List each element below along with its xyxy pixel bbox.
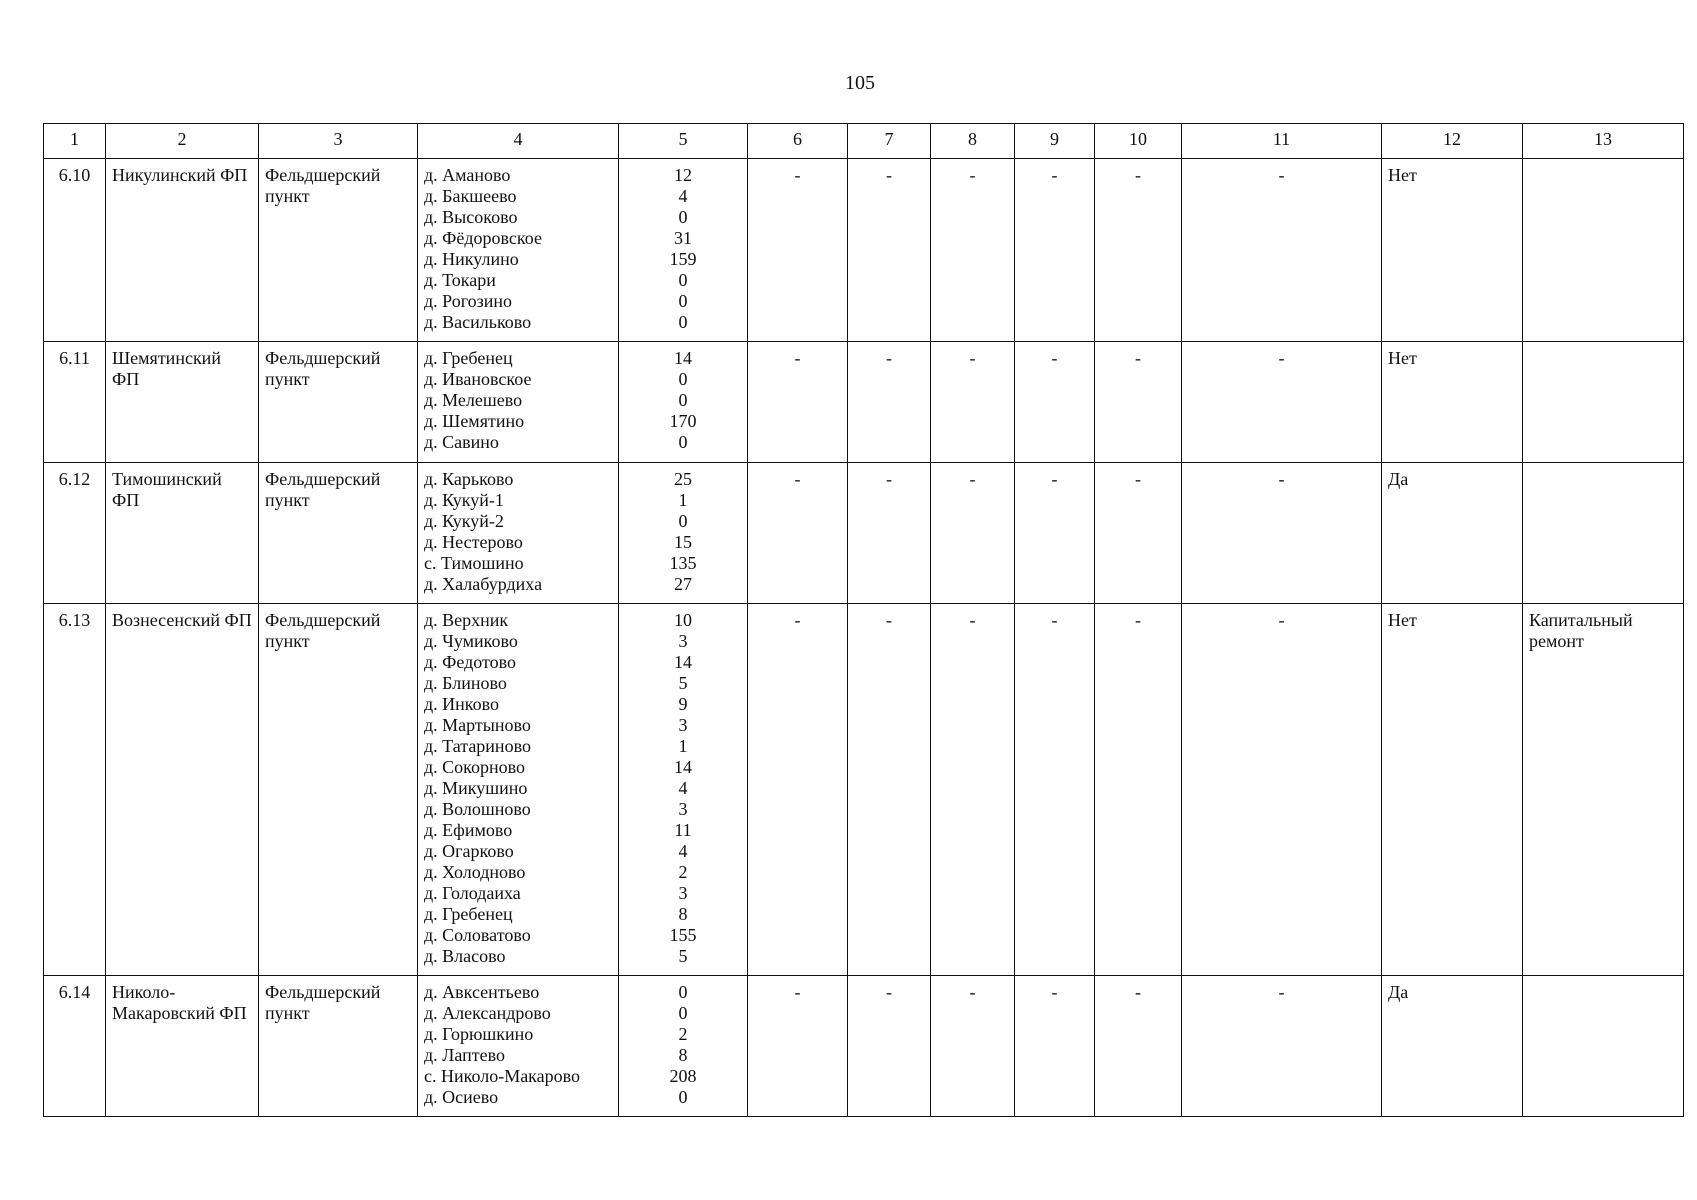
population-value: 4 (678, 841, 688, 861)
dash-cell: - (931, 159, 1015, 342)
population-value: 155 (669, 925, 697, 945)
population-cell (619, 976, 748, 1117)
village-name: д. Фёдоровское (424, 228, 542, 248)
villages-cell (418, 463, 619, 604)
note-cell (1523, 463, 1684, 604)
village-name: д. Шемятино (424, 411, 525, 431)
population-value: 3 (678, 799, 688, 819)
availability-cell: Нет (1382, 604, 1523, 976)
column-number-row (44, 124, 1684, 159)
point-type-cell: Фельдшерский пункт (259, 604, 418, 976)
villages-cell (418, 159, 619, 342)
population-value: 135 (669, 553, 697, 573)
population-value: 9 (678, 694, 688, 714)
availability-cell: Да (1382, 976, 1523, 1117)
dash-cell: - (1095, 463, 1182, 604)
dash-cell: - (931, 604, 1015, 976)
village-name: д. Ефимово (424, 820, 513, 840)
population-value: 15 (674, 532, 692, 552)
population-value: 11 (674, 820, 692, 840)
dash-cell: - (1015, 159, 1095, 342)
point-name-cell: Шемятинский ФП (106, 342, 259, 463)
population-value: 2 (678, 1024, 688, 1044)
column-header: 10 (1095, 124, 1182, 159)
point-type-cell: Фельдшерский пункт (259, 976, 418, 1117)
population-value: 208 (669, 1066, 697, 1086)
point-type-cell: Фельдшерский пункт (259, 342, 418, 463)
village-name: д. Чумиково (424, 631, 518, 651)
column-header: 1 (44, 124, 106, 159)
population-value: 8 (678, 904, 688, 924)
availability-cell: Нет (1382, 342, 1523, 463)
population-value: 31 (674, 228, 692, 248)
column-header: 9 (1015, 124, 1095, 159)
village-name: д. Нестерово (424, 532, 523, 552)
villages-cell (418, 604, 619, 976)
village-name: д. Верхник (424, 610, 509, 630)
medical-points-table (43, 123, 1684, 1117)
row-number-cell: 6.11 (44, 342, 106, 463)
dash-cell: - (848, 463, 931, 604)
dash-cell: - (1182, 604, 1382, 976)
dash-cell: - (931, 463, 1015, 604)
population-value: 0 (678, 270, 688, 290)
village-name: д. Федотово (424, 652, 517, 672)
column-header: 2 (106, 124, 259, 159)
population-value: 14 (674, 757, 692, 777)
population-cell (619, 604, 748, 976)
village-name: д. Сокорново (424, 757, 526, 777)
dash-cell: - (1182, 342, 1382, 463)
village-name: д. Токари (424, 270, 496, 290)
dash-cell: - (1182, 463, 1382, 604)
population-value: 27 (674, 574, 692, 594)
village-name: д. Александрово (424, 1003, 551, 1023)
population-cell (619, 342, 748, 463)
village-name: д. Халабурдиха (424, 574, 543, 594)
village-name: д. Блиново (424, 673, 507, 693)
note-cell: Капитальный ремонт (1523, 604, 1684, 976)
point-name-cell: Николо-Макаровский ФП (106, 976, 259, 1117)
availability-cell: Да (1382, 463, 1523, 604)
population-value: 2 (678, 862, 688, 882)
column-header: 3 (259, 124, 418, 159)
dash-cell: - (748, 463, 848, 604)
point-name-cell: Тимошинский ФП (106, 463, 259, 604)
population-value: 0 (678, 1003, 688, 1023)
population-value: 5 (678, 946, 688, 966)
population-cell (619, 159, 748, 342)
population-value: 0 (678, 432, 688, 452)
village-name: д. Лаптево (424, 1045, 505, 1065)
table-row (44, 159, 1684, 342)
population-value: 0 (678, 207, 688, 227)
village-name: с. Тимошино (424, 553, 524, 573)
population-value: 3 (678, 883, 688, 903)
dash-cell: - (931, 342, 1015, 463)
village-name: д. Татариново (424, 736, 531, 756)
dash-cell: - (1095, 159, 1182, 342)
village-name: д. Мелешево (424, 390, 523, 410)
population-value: 0 (678, 312, 688, 332)
note-cell (1523, 976, 1684, 1117)
village-name: д. Кукуй-2 (424, 511, 504, 531)
population-value: 1 (678, 736, 688, 756)
dash-cell: - (848, 976, 931, 1117)
population-value: 0 (678, 511, 688, 531)
village-name: д. Голодаиха (424, 883, 521, 903)
dash-cell: - (848, 342, 931, 463)
row-number-cell: 6.13 (44, 604, 106, 976)
note-cell (1523, 159, 1684, 342)
village-name: д. Осиево (424, 1087, 499, 1107)
column-header: 4 (418, 124, 619, 159)
villages-cell (418, 342, 619, 463)
population-value: 10 (674, 610, 692, 630)
population-value: 5 (678, 673, 688, 693)
population-value: 0 (678, 390, 688, 410)
village-name: д. Власово (424, 946, 506, 966)
column-header: 6 (748, 124, 848, 159)
dash-cell: - (1015, 342, 1095, 463)
dash-cell: - (748, 604, 848, 976)
village-name: д. Огарково (424, 841, 514, 861)
population-value: 4 (678, 778, 688, 798)
population-value: 8 (678, 1045, 688, 1065)
column-header: 5 (619, 124, 748, 159)
dash-cell: - (1015, 463, 1095, 604)
village-name: д. Инково (424, 694, 499, 714)
row-number-cell: 6.10 (44, 159, 106, 342)
population-value: 14 (674, 348, 692, 368)
table-row (44, 342, 1684, 463)
village-name: д. Кукуй-1 (424, 490, 504, 510)
population-value: 1 (678, 490, 688, 510)
village-name: д. Соловатово (424, 925, 531, 945)
village-name: д. Савино (424, 432, 499, 452)
row-number-cell: 6.12 (44, 463, 106, 604)
village-name: д. Волошново (424, 799, 531, 819)
village-name: д. Васильково (424, 312, 532, 332)
dash-cell: - (748, 976, 848, 1117)
dash-cell: - (1095, 976, 1182, 1117)
village-name: д. Рогозино (424, 291, 513, 311)
village-name: д. Авксентьево (424, 982, 540, 1002)
population-value: 0 (678, 982, 688, 1002)
table-row (44, 976, 1684, 1117)
village-name: д. Аманово (424, 165, 511, 185)
dash-cell: - (1095, 604, 1182, 976)
village-name: д. Мартыново (424, 715, 531, 735)
population-value: 25 (674, 469, 692, 489)
village-name: д. Гребенец (424, 904, 513, 924)
population-cell (619, 463, 748, 604)
note-cell (1523, 342, 1684, 463)
column-header: 13 (1523, 124, 1684, 159)
dash-cell: - (848, 604, 931, 976)
point-type-cell: Фельдшерский пункт (259, 463, 418, 604)
point-name-cell: Никулинский ФП (106, 159, 259, 342)
village-name: д. Микушино (424, 778, 528, 798)
population-value: 0 (678, 291, 688, 311)
population-value: 3 (678, 631, 688, 651)
villages-cell (418, 976, 619, 1117)
dash-cell: - (1015, 604, 1095, 976)
column-header: 12 (1382, 124, 1523, 159)
village-name: д. Никулино (424, 249, 519, 269)
population-value: 0 (678, 369, 688, 389)
availability-cell: Нет (1382, 159, 1523, 342)
column-header: 7 (848, 124, 931, 159)
village-name: д. Карьково (424, 469, 514, 489)
dash-cell: - (1182, 159, 1382, 342)
population-value: 14 (674, 652, 692, 672)
village-name: д. Высоково (424, 207, 518, 227)
population-value: 3 (678, 715, 688, 735)
village-name: д. Бакшеево (424, 186, 517, 206)
dash-cell: - (848, 159, 931, 342)
village-name: д. Гребенец (424, 348, 513, 368)
population-value: 170 (669, 411, 697, 431)
dash-cell: - (748, 159, 848, 342)
column-header: 8 (931, 124, 1015, 159)
dash-cell: - (748, 342, 848, 463)
village-name: с. Николо-Макарово (424, 1066, 581, 1086)
column-header: 11 (1182, 124, 1382, 159)
population-value: 0 (678, 1087, 688, 1107)
village-name: д. Горюшкино (424, 1024, 534, 1044)
population-value: 12 (674, 165, 692, 185)
population-value: 4 (678, 186, 688, 206)
point-name-cell: Вознесенский ФП (106, 604, 259, 976)
table-row (44, 604, 1684, 976)
dash-cell: - (1015, 976, 1095, 1117)
dash-cell: - (1182, 976, 1382, 1117)
row-number-cell: 6.14 (44, 976, 106, 1117)
village-name: д. Холодново (424, 862, 526, 882)
dash-cell: - (1095, 342, 1182, 463)
dash-cell: - (931, 976, 1015, 1117)
village-name: д. Ивановское (424, 369, 532, 389)
table-row (44, 463, 1684, 604)
page-number: 105 (845, 72, 875, 94)
point-type-cell: Фельдшерский пункт (259, 159, 418, 342)
population-value: 159 (669, 249, 697, 269)
